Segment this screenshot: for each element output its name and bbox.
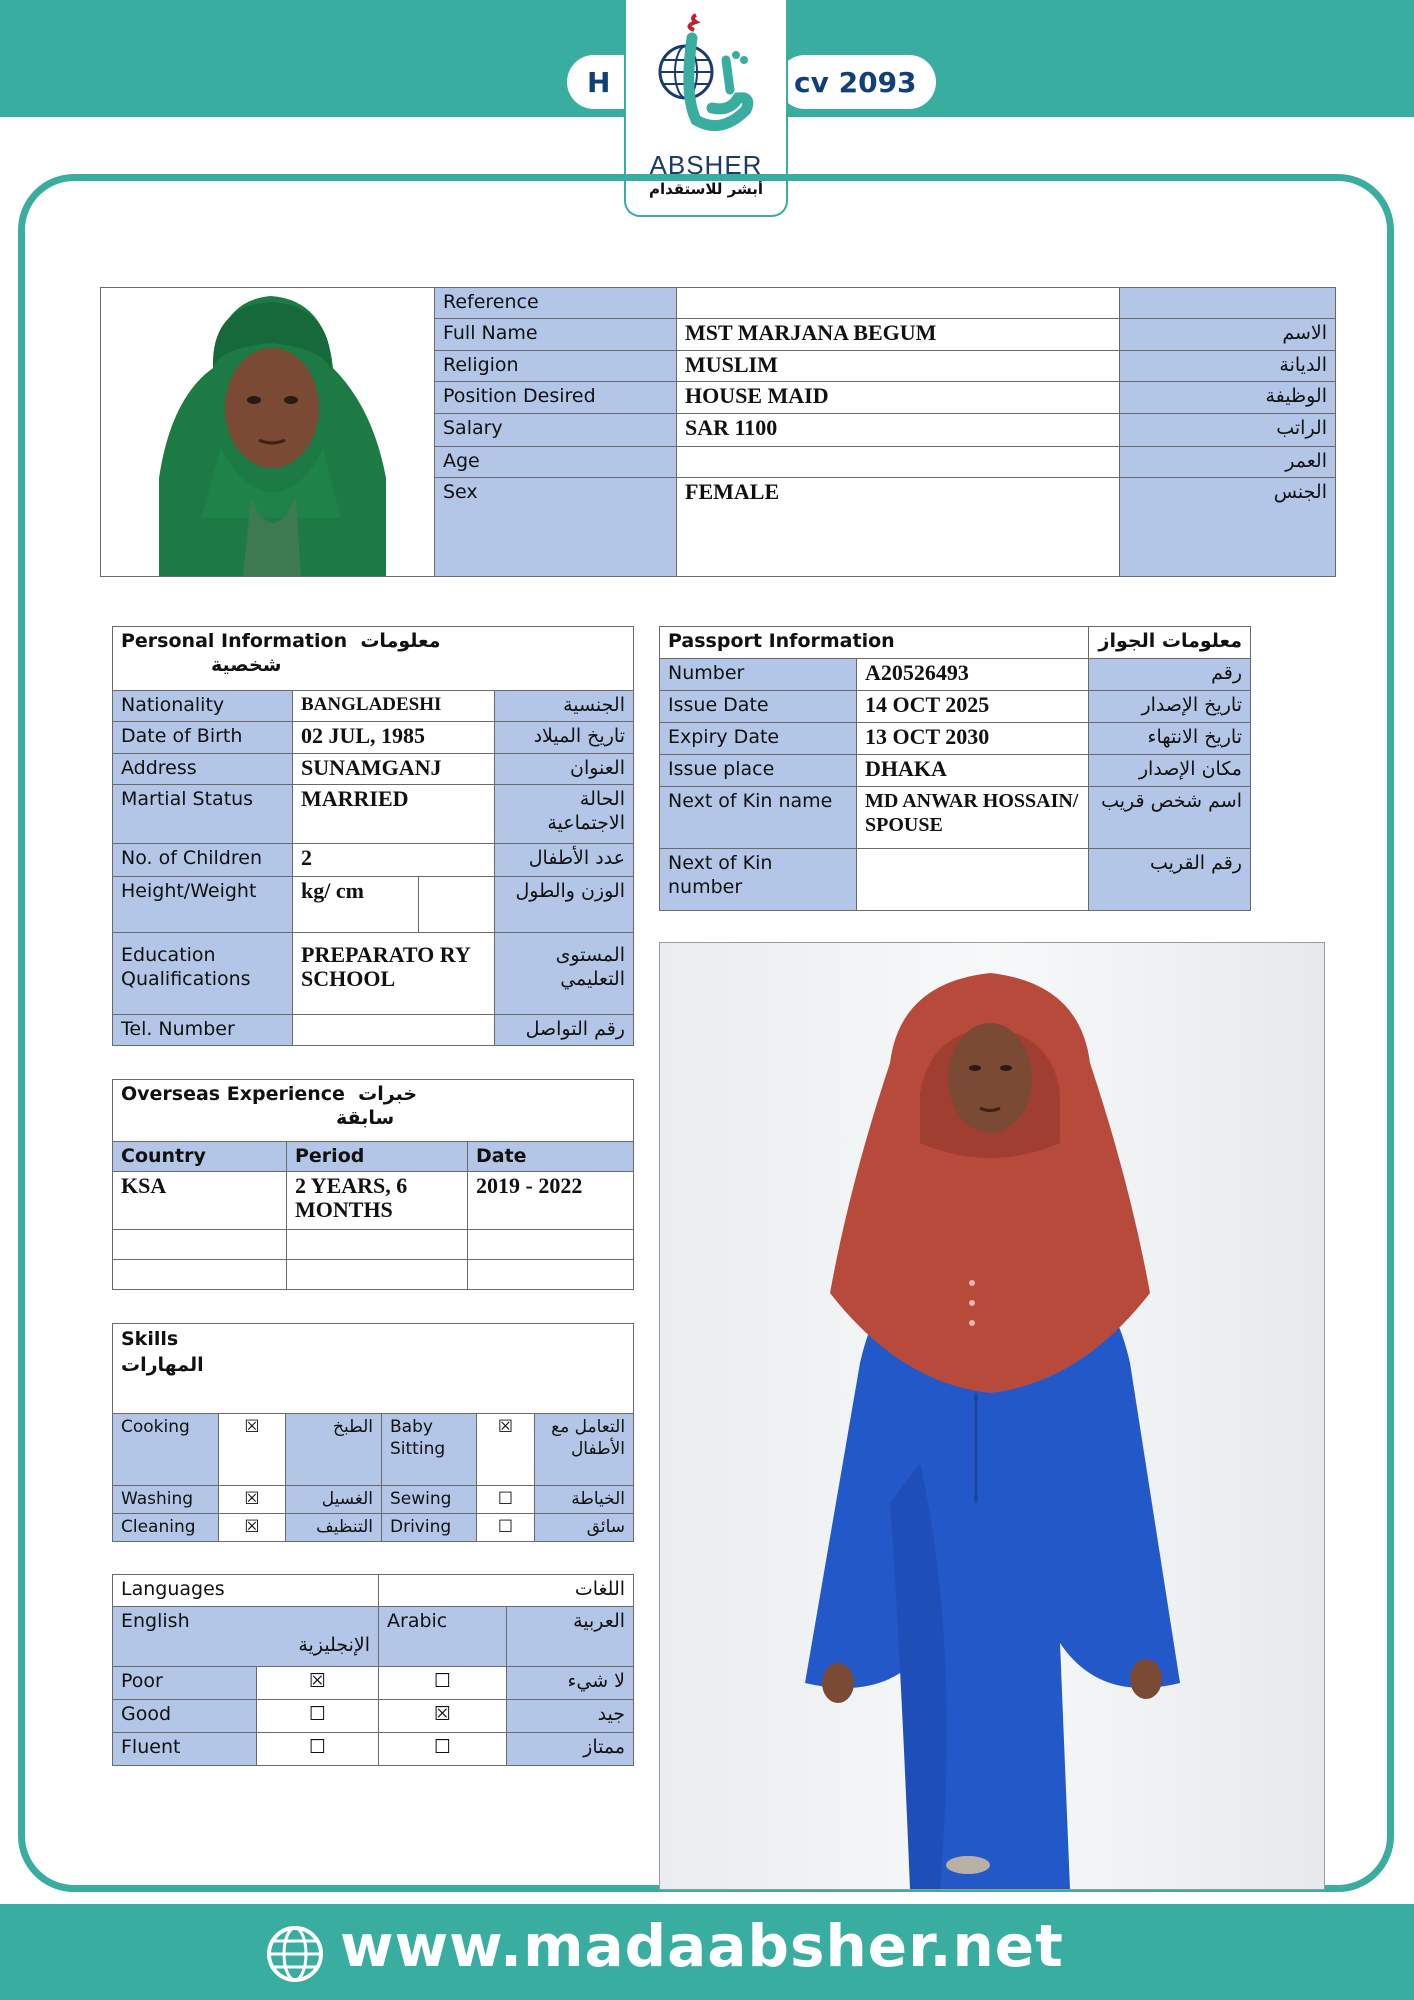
sex-label-ar: الجنس (1120, 477, 1336, 576)
skill-label: Washing (113, 1486, 219, 1514)
personal-info-table (112, 626, 634, 1046)
education-label-ar: المستوى التعليمي (495, 933, 634, 1015)
english-label: English (121, 1610, 190, 1632)
table-row (113, 1414, 634, 1486)
religion-label-ar: الديانة (1120, 351, 1336, 382)
globe-icon (266, 1925, 324, 1983)
age-value (677, 446, 1120, 477)
tel-value (293, 1015, 495, 1046)
skill-checkbox[interactable]: ☐ (477, 1486, 535, 1514)
skill-label: Cooking (113, 1414, 219, 1486)
position-value: HOUSE MAID (677, 382, 1120, 414)
nationality-label: Nationality (113, 691, 293, 722)
dob-value: 02 JUL, 1985 (293, 722, 495, 754)
personal-title-ar2: شخصية (211, 654, 282, 676)
skills-table (112, 1323, 634, 1542)
logo-text-en: ABSHER (649, 150, 763, 180)
position-label: Position Desired (435, 382, 677, 414)
skill-checkbox[interactable]: ☒ (477, 1414, 535, 1486)
expiry-date-label: Expiry Date (660, 723, 857, 755)
exp-country (113, 1230, 287, 1260)
languages-table (112, 1574, 634, 1766)
logo-emblem-icon (626, 0, 786, 150)
table-row (113, 1667, 634, 1700)
height-weight-extra (419, 877, 495, 933)
skill-checkbox[interactable]: ☐ (477, 1514, 535, 1542)
issue-place-label: Issue place (660, 755, 857, 787)
height-weight-label-ar: الوزن والطول (495, 877, 634, 933)
level-label-ar: لا شيء (507, 1667, 634, 1700)
height-weight-value: kg/ cm (293, 877, 419, 933)
personal-info-header (113, 627, 634, 691)
logo-text-ar: أبشر للاستقدام (648, 180, 764, 198)
reference-label: Reference (435, 288, 677, 319)
kin-name-label: Next of Kin name (660, 787, 857, 849)
arabic-checkbox[interactable]: ☒ (379, 1700, 507, 1733)
address-value: SUNAMGANJ (293, 754, 495, 785)
table-row (113, 1733, 634, 1766)
kin-number-label-ar: رقم القريب (1089, 849, 1251, 911)
passport-number-label: Number (660, 659, 857, 691)
level-label-ar: ممتاز (507, 1733, 634, 1766)
col-country: Country (113, 1142, 287, 1172)
children-value: 2 (293, 844, 495, 877)
age-label: Age (435, 446, 677, 477)
skill-checkbox[interactable]: ☒ (219, 1514, 286, 1542)
level-label-ar: جيد (507, 1700, 634, 1733)
table-row (113, 1172, 634, 1230)
footer-bar (0, 1904, 1414, 2000)
skill-label-ar: الغسيل (286, 1486, 382, 1514)
exp-date: 2019 - 2022 (468, 1172, 634, 1230)
arabic-checkbox[interactable]: ☐ (379, 1733, 507, 1766)
position-label-ar: الوظيفة (1120, 382, 1336, 414)
tel-label-ar: رقم التواصل (495, 1015, 634, 1046)
full-name-label: Full Name (435, 319, 677, 351)
kin-name-value: MD ANWAR HOSSAIN/ SPOUSE (857, 787, 1089, 849)
english-label-ar: الإنجليزية (298, 1634, 371, 1656)
expiry-date-label-ar: تاريخ الانتهاء (1089, 723, 1251, 755)
address-label: Address (113, 754, 293, 785)
languages-title-ar: اللغات (379, 1575, 634, 1607)
portrait-image-icon (101, 288, 435, 576)
salary-label: Salary (435, 414, 677, 446)
portrait-photo (101, 288, 435, 576)
skill-label: Sewing (382, 1486, 477, 1514)
portrait-cell (101, 288, 435, 577)
skill-checkbox[interactable]: ☒ (219, 1486, 286, 1514)
english-checkbox[interactable]: ☐ (257, 1700, 379, 1733)
col-period: Period (287, 1142, 468, 1172)
overseas-experience-table (112, 1079, 634, 1290)
kin-number-value (857, 849, 1089, 911)
expiry-date-value: 13 OCT 2030 (857, 723, 1089, 755)
issue-date-label-ar: تاريخ الإصدار (1089, 691, 1251, 723)
education-label: Education Qualifications (113, 933, 293, 1015)
exp-period: 2 YEARS, 6 MONTHS (287, 1172, 468, 1230)
passport-number-value: A20526493 (857, 659, 1089, 691)
level-label: Good (113, 1700, 257, 1733)
skill-label: Cleaning (113, 1514, 219, 1542)
arabic-label-ar: العربية (507, 1607, 634, 1667)
personal-title-ar1: معلومات (360, 630, 441, 652)
overseas-title-en: Overseas Experience (121, 1083, 345, 1105)
table-row (113, 1700, 634, 1733)
dob-label-ar: تاريخ الميلاد (495, 722, 634, 754)
age-label-ar: العمر (1120, 446, 1336, 477)
marital-status-label-ar: الحالة الاجتماعية (495, 785, 634, 844)
issue-place-value: DHAKA (857, 755, 1089, 787)
salary-label-ar: الراتب (1120, 414, 1336, 446)
english-checkbox[interactable]: ☒ (257, 1667, 379, 1700)
skill-label: Driving (382, 1514, 477, 1542)
table-row (113, 1260, 634, 1290)
skill-label-ar: التنظيف (286, 1514, 382, 1542)
skill-label-ar: سائق (535, 1514, 634, 1542)
personal-title-en: Personal Information (121, 630, 348, 652)
table-row (113, 1230, 634, 1260)
skills-title-ar: المهارات (121, 1354, 204, 1376)
cv-number-badge (778, 55, 936, 109)
salary-value: SAR 1100 (677, 414, 1120, 446)
arabic-checkbox[interactable]: ☐ (379, 1667, 507, 1700)
dob-label: Date of Birth (113, 722, 293, 754)
exp-country (113, 1260, 287, 1290)
skill-checkbox[interactable]: ☒ (219, 1414, 286, 1486)
tel-label: Tel. Number (113, 1015, 293, 1046)
code-text: H (587, 65, 611, 99)
table-row (113, 1486, 634, 1514)
issue-place-label-ar: مكان الإصدار (1089, 755, 1251, 787)
kin-number-label: Next of Kin number (660, 849, 857, 911)
kin-name-label-ar: اسم شخص قريب (1089, 787, 1251, 849)
skills-title-en: Skills (121, 1328, 179, 1350)
full-name-label-ar: الاسم (1120, 319, 1336, 351)
exp-country: KSA (113, 1172, 287, 1230)
passport-info-table (659, 626, 1251, 911)
height-weight-label: Height/Weight (113, 877, 293, 933)
religion-label: Religion (435, 351, 677, 382)
english-checkbox[interactable]: ☐ (257, 1733, 379, 1766)
reference-value (677, 288, 1120, 319)
skill-label: Baby Sitting (382, 1414, 477, 1486)
exp-period (287, 1260, 468, 1290)
website-link[interactable]: www.madaabsher.net (340, 1912, 1064, 1980)
nationality-value: BANGLADESHI (293, 691, 495, 722)
top-info-table (100, 287, 1336, 577)
table-row (113, 1514, 634, 1542)
sex-value: FEMALE (677, 477, 1120, 576)
level-label: Fluent (113, 1733, 257, 1766)
exp-date (468, 1230, 634, 1260)
issue-date-value: 14 OCT 2025 (857, 691, 1089, 723)
english-header (113, 1607, 379, 1667)
address-label-ar: العنوان (495, 754, 634, 785)
marital-status-value: MARRIED (293, 785, 495, 844)
reference-label-ar (1120, 288, 1336, 319)
children-label-ar: عدد الأطفال (495, 844, 634, 877)
children-label: No. of Children (113, 844, 293, 877)
issue-date-label: Issue Date (660, 691, 857, 723)
cv-number: cv 2093 (794, 65, 917, 99)
exp-date (468, 1260, 634, 1290)
passport-number-label-ar: رقم (1089, 659, 1251, 691)
religion-value: MUSLIM (677, 351, 1120, 382)
nationality-label-ar: الجنسية (495, 691, 634, 722)
education-value: PREPARATO RY SCHOOL (293, 933, 495, 1015)
full-name-value: MST MARJANA BEGUM (677, 319, 1120, 351)
marital-status-label: Martial Status (113, 785, 293, 844)
overseas-title-ar1: خبرات (358, 1083, 418, 1105)
full-body-image-icon (660, 943, 1324, 1889)
passport-title-ar: معلومات الجواز (1089, 627, 1251, 659)
skills-header (113, 1324, 634, 1414)
arabic-label: Arabic (379, 1607, 507, 1667)
level-label: Poor (113, 1667, 257, 1700)
skill-label-ar: الخياطة (535, 1486, 634, 1514)
overseas-header (113, 1080, 634, 1142)
skill-label-ar: التعامل مع الأطفال (535, 1414, 634, 1486)
overseas-title-ar2: سابقة (336, 1107, 395, 1129)
col-date: Date (468, 1142, 634, 1172)
passport-title-en: Passport Information (660, 627, 1089, 659)
sex-label: Sex (435, 477, 677, 576)
skill-label-ar: الطبخ (286, 1414, 382, 1486)
languages-title-en: Languages (113, 1575, 379, 1607)
full-body-photo (659, 942, 1325, 1890)
exp-period (287, 1230, 468, 1260)
